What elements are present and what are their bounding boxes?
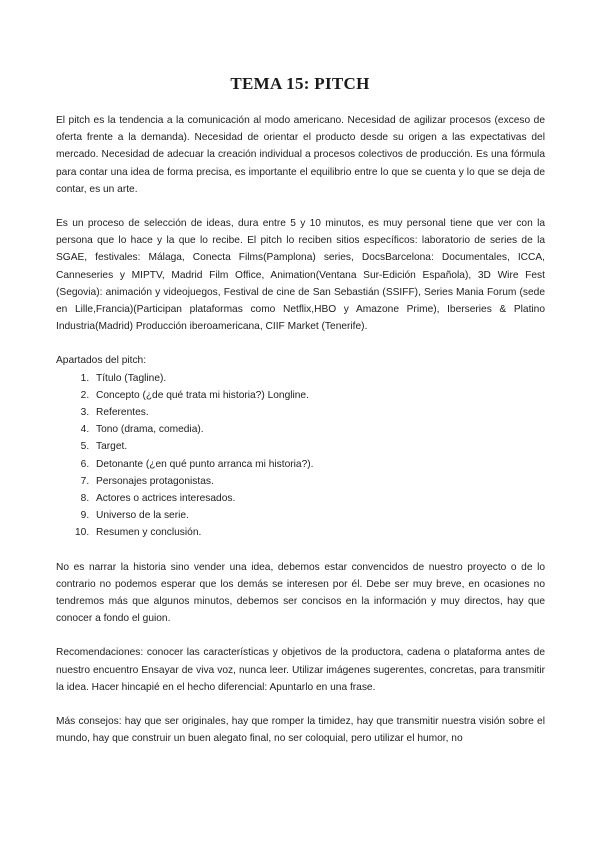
list-item: 10. Resumen y conclusión. bbox=[92, 524, 545, 541]
paragraph-selling-idea: No es narrar la historia sino vender una idea, debemos estar convencidos de nuestro proyecto o de lo contrario no podemos esperar que los demás se interesen por él. Debe ser muy breve, en ocasiones no tendremos más que algunos minutos, debemos ser concisos en la información y muy directos, hay que conocer a fondo el guion. bbox=[56, 561, 545, 625]
list-item: 6. Detonante (¿en qué punto arranca mi historia?). bbox=[92, 456, 545, 473]
list-item: 9. Universo de la serie. bbox=[92, 507, 545, 524]
list-item: 7. Personajes protagonistas. bbox=[92, 473, 545, 490]
paragraph-more-advice: Más consejos: hay que ser originales, hay que romper la timidez, hay que transmitir nuestra visión sobre el mundo, hay que construir un buen alegato final, no ser coloquial, pero utilizar el humor, no bbox=[56, 716, 545, 745]
list-item: 1. Título (Tagline). bbox=[92, 370, 545, 387]
paragraph-recommendations: Recomendaciones: conocer las características y objetivos de la productora, cadena o plataforma antes de nuestro encuentro Ensayar de viva voz, nunca leer. Utilizar imágenes sugerentes, concretas, para transmitir la idea. Hacer hincapié en el hecho diferencial: Apuntarlo en una frase. bbox=[56, 647, 545, 693]
sections-heading: Apartados del pitch: bbox=[56, 355, 147, 367]
sections-list bbox=[56, 370, 545, 542]
list-item: 5. Target. bbox=[92, 438, 545, 455]
paragraph-intro: El pitch es la tendencia a la comunicación al modo americano. Necesidad de agilizar procesos (exceso de oferta frente a la demanda). Necesidad de orientar el producto desde su origen a las expectativas del mercado. Necesidad de adecuar la creación individual a procesos colectivos de producción. Es una fórmula para contar una idea de forma precisa, es importante el equilibrio entre lo que se cuenta y lo que se deja de contar, es un arte. bbox=[56, 115, 545, 195]
list-item: 3. Referentes. bbox=[92, 404, 545, 421]
paragraph-selection-process: Es un proceso de selección de ideas, dura entre 5 y 10 minutos, es muy personal tiene que ver con la persona que lo hace y la que lo recibe. El pitch lo reciben sitios específicos: laboratorio de series de la SGAE, festivales: Málaga, Conecta Films(Pamplona) series, DocsBarcelona: Documentales, ICCA, Canneseries y MIPTV, Madrid Film Office, Animation(Ventana Sur-Edición Española), 3D Wire Fest (Segovia): animación y videojuegos, Festival de cine de San Sebastián (SSIFF), Series Mania Forum (sede en Lille,Francia)(Participan plataformas como Netflix,HBO y Amazone Prime), Iberseries & Platino Industria(Madrid) Producción iberoamericana, CIIF Market (Tenerife). bbox=[56, 218, 545, 333]
document-body bbox=[56, 112, 545, 765]
list-item: 4. Tono (drama, comedia). bbox=[92, 421, 545, 438]
list-item: 8. Actores o actrices interesados. bbox=[92, 490, 545, 507]
list-item: 2. Concepto (¿de qué trata mi historia?) Longline. bbox=[92, 387, 545, 404]
document-title: TEMA 15: PITCH bbox=[230, 74, 370, 93]
